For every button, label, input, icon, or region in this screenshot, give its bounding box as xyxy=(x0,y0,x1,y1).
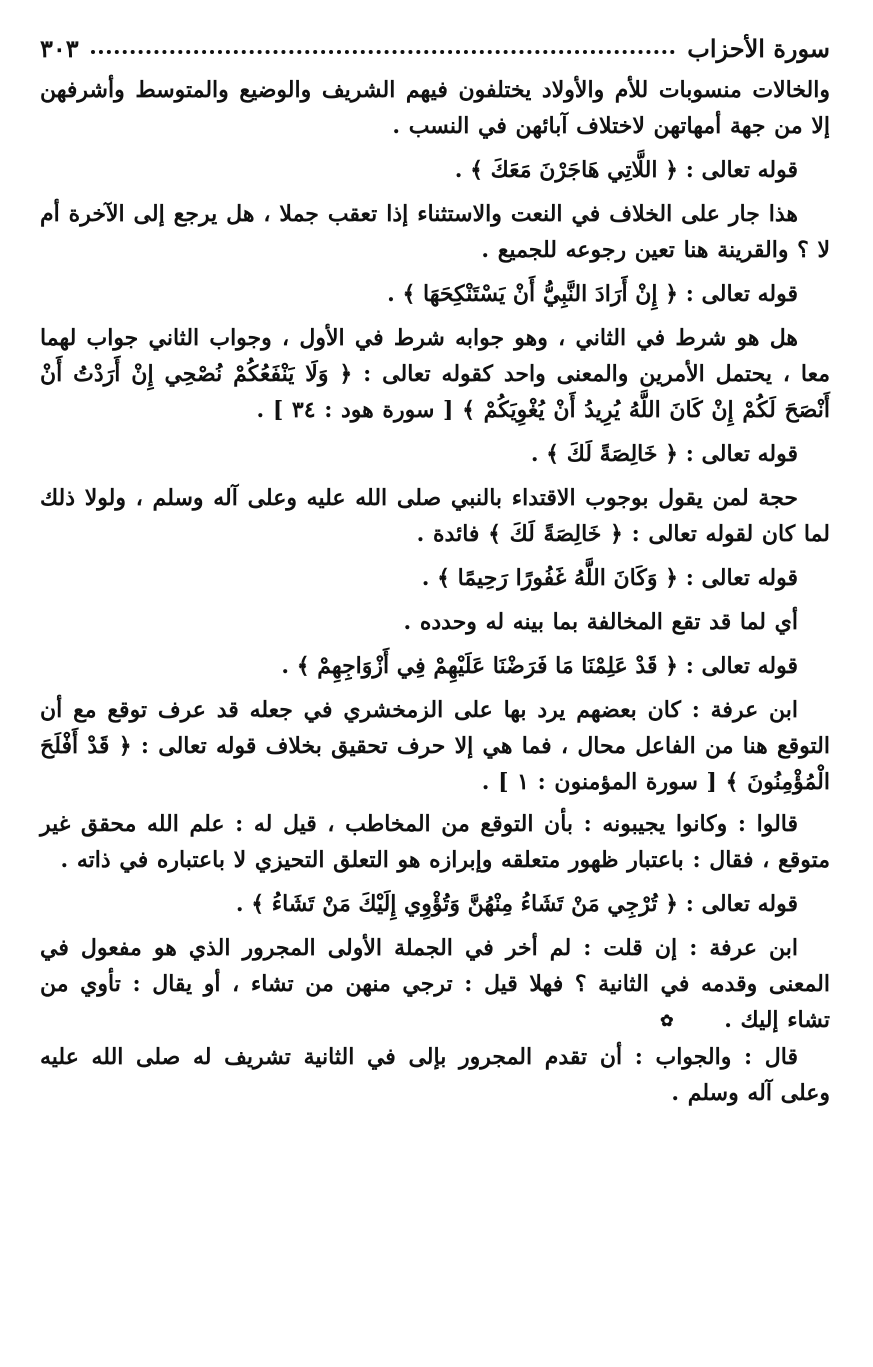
running-header xyxy=(40,30,830,66)
paragraph-2: هذا جار على الخلاف في النعت والاستثناء إذا تعقب جملا ، هل يرجع إلى الآخرة أم لا ؟ والقرينة هنا تعين رجوعه للجميع . xyxy=(40,201,830,263)
paragraph-8 xyxy=(40,930,830,1039)
verse-heading-6: قوله تعالى : ﴿ تُرْجِي مَنْ تَشَاءُ مِنْهُنَّ وَتُؤْوِي إِلَيْكَ مَنْ تَشَاءُ ﴾ . xyxy=(235,891,798,917)
document-page xyxy=(40,30,830,1350)
paragraph-8-wrap xyxy=(40,930,830,1039)
verse-heading-4: قوله تعالى : ﴿ وَكَانَ اللَّهُ غَفُورًا رَحِيمًا ﴾ . xyxy=(421,565,798,591)
paragraph-1: والخالات منسوبات للأم والأولاد يختلفون فيهم الشريف والوضيع والمتوسط وأشرفهن إلا من جهة أمهاتهن لاختلاف آبائهن في النسب . xyxy=(40,77,830,139)
paragraph-6: ابن عرفة : كان بعضهم يرد بها على الزمخشري في جعله قد عرف توقع مع أن التوقع هنا من الفاعل محال ، فما هي إلا حرف تحقيق بخلاف قوله تعالى : ﴿ قَدْ أَفْلَحَ الْمُؤْمِنُونَ ﴾ [ سورة المؤمنون : ١ ] . xyxy=(40,697,830,795)
verse-heading-3: قوله تعالى : ﴿ خَالِصَةً لَكَ ﴾ . xyxy=(530,441,798,467)
ornament-icon: ✿ xyxy=(660,1011,674,1030)
verse-heading-5: قوله تعالى : ﴿ قَدْ عَلِمْنَا مَا فَرَضْنَا عَلَيْهِمْ فِي أَزْوَاجِهِمْ ﴾ . xyxy=(281,653,798,679)
surah-title: سورة الأحزاب xyxy=(687,33,830,63)
paragraph-8-text: ابن عرفة : إن قلت : لم أخر في الجملة الأولى المجرور الذي هو مفعول في المعنى وقدمه في الثانية ؟ فهلا قيل : ترجي منهن من تشاء ، أو يقال : تأوي من تشاء إليك . xyxy=(40,935,830,1033)
paragraph-7: قالوا : وكانوا يجيبونه : بأن التوقع من المخاطب ، قيل له : علم الله محقق غير متوقع ، فقال : باعتبار ظهور متعلقه وإبرازه هو التعلق التحيزي لا باعتباره في ذاته . xyxy=(40,811,830,873)
page-number: ٣٠٣ xyxy=(40,33,79,63)
verse-heading-1: قوله تعالى : ﴿ اللَّاتِي هَاجَرْنَ مَعَكَ ﴾ . xyxy=(454,157,798,183)
dot-leader xyxy=(91,50,676,54)
paragraph-5: أي لما قد تقع المخالفة بما بينه له وحدده . xyxy=(403,609,798,635)
paragraph-9: قال : والجواب : أن تقدم المجرور بإلى في الثانية تشريف له صلى الله عليه وعلى آله وسلم . xyxy=(40,1044,830,1106)
page-body xyxy=(40,72,830,1111)
verse-heading-2: قوله تعالى : ﴿ إِنْ أَرَادَ النَّبِيُّ أَنْ يَسْتَنْكِحَهَا ﴾ . xyxy=(387,281,798,307)
paragraph-4: حجة لمن يقول بوجوب الاقتداء بالنبي صلى الله عليه وعلى آله وسلم ، ولولا ذلك لما كان لقوله تعالى : ﴿ خَالِصَةً لَكَ ﴾ فائدة . xyxy=(40,485,830,547)
paragraph-3: هل هو شرط في الثاني ، وهو جوابه شرط في الأول ، وجواب الثاني جواب لهما معا ، يحتمل الأمرين والمعنى واحد كقوله تعالى : ﴿ وَلَا يَنْفَعُكُمْ نُصْحِي إِنْ أَرَدْتُ أَنْ أَنْصَحَ لَكُمْ إِنْ كَانَ اللَّهُ يُرِيدُ أَنْ يُغْوِيَكُمْ ﴾ [ سورة هود : ٣٤ ] . xyxy=(40,325,830,423)
